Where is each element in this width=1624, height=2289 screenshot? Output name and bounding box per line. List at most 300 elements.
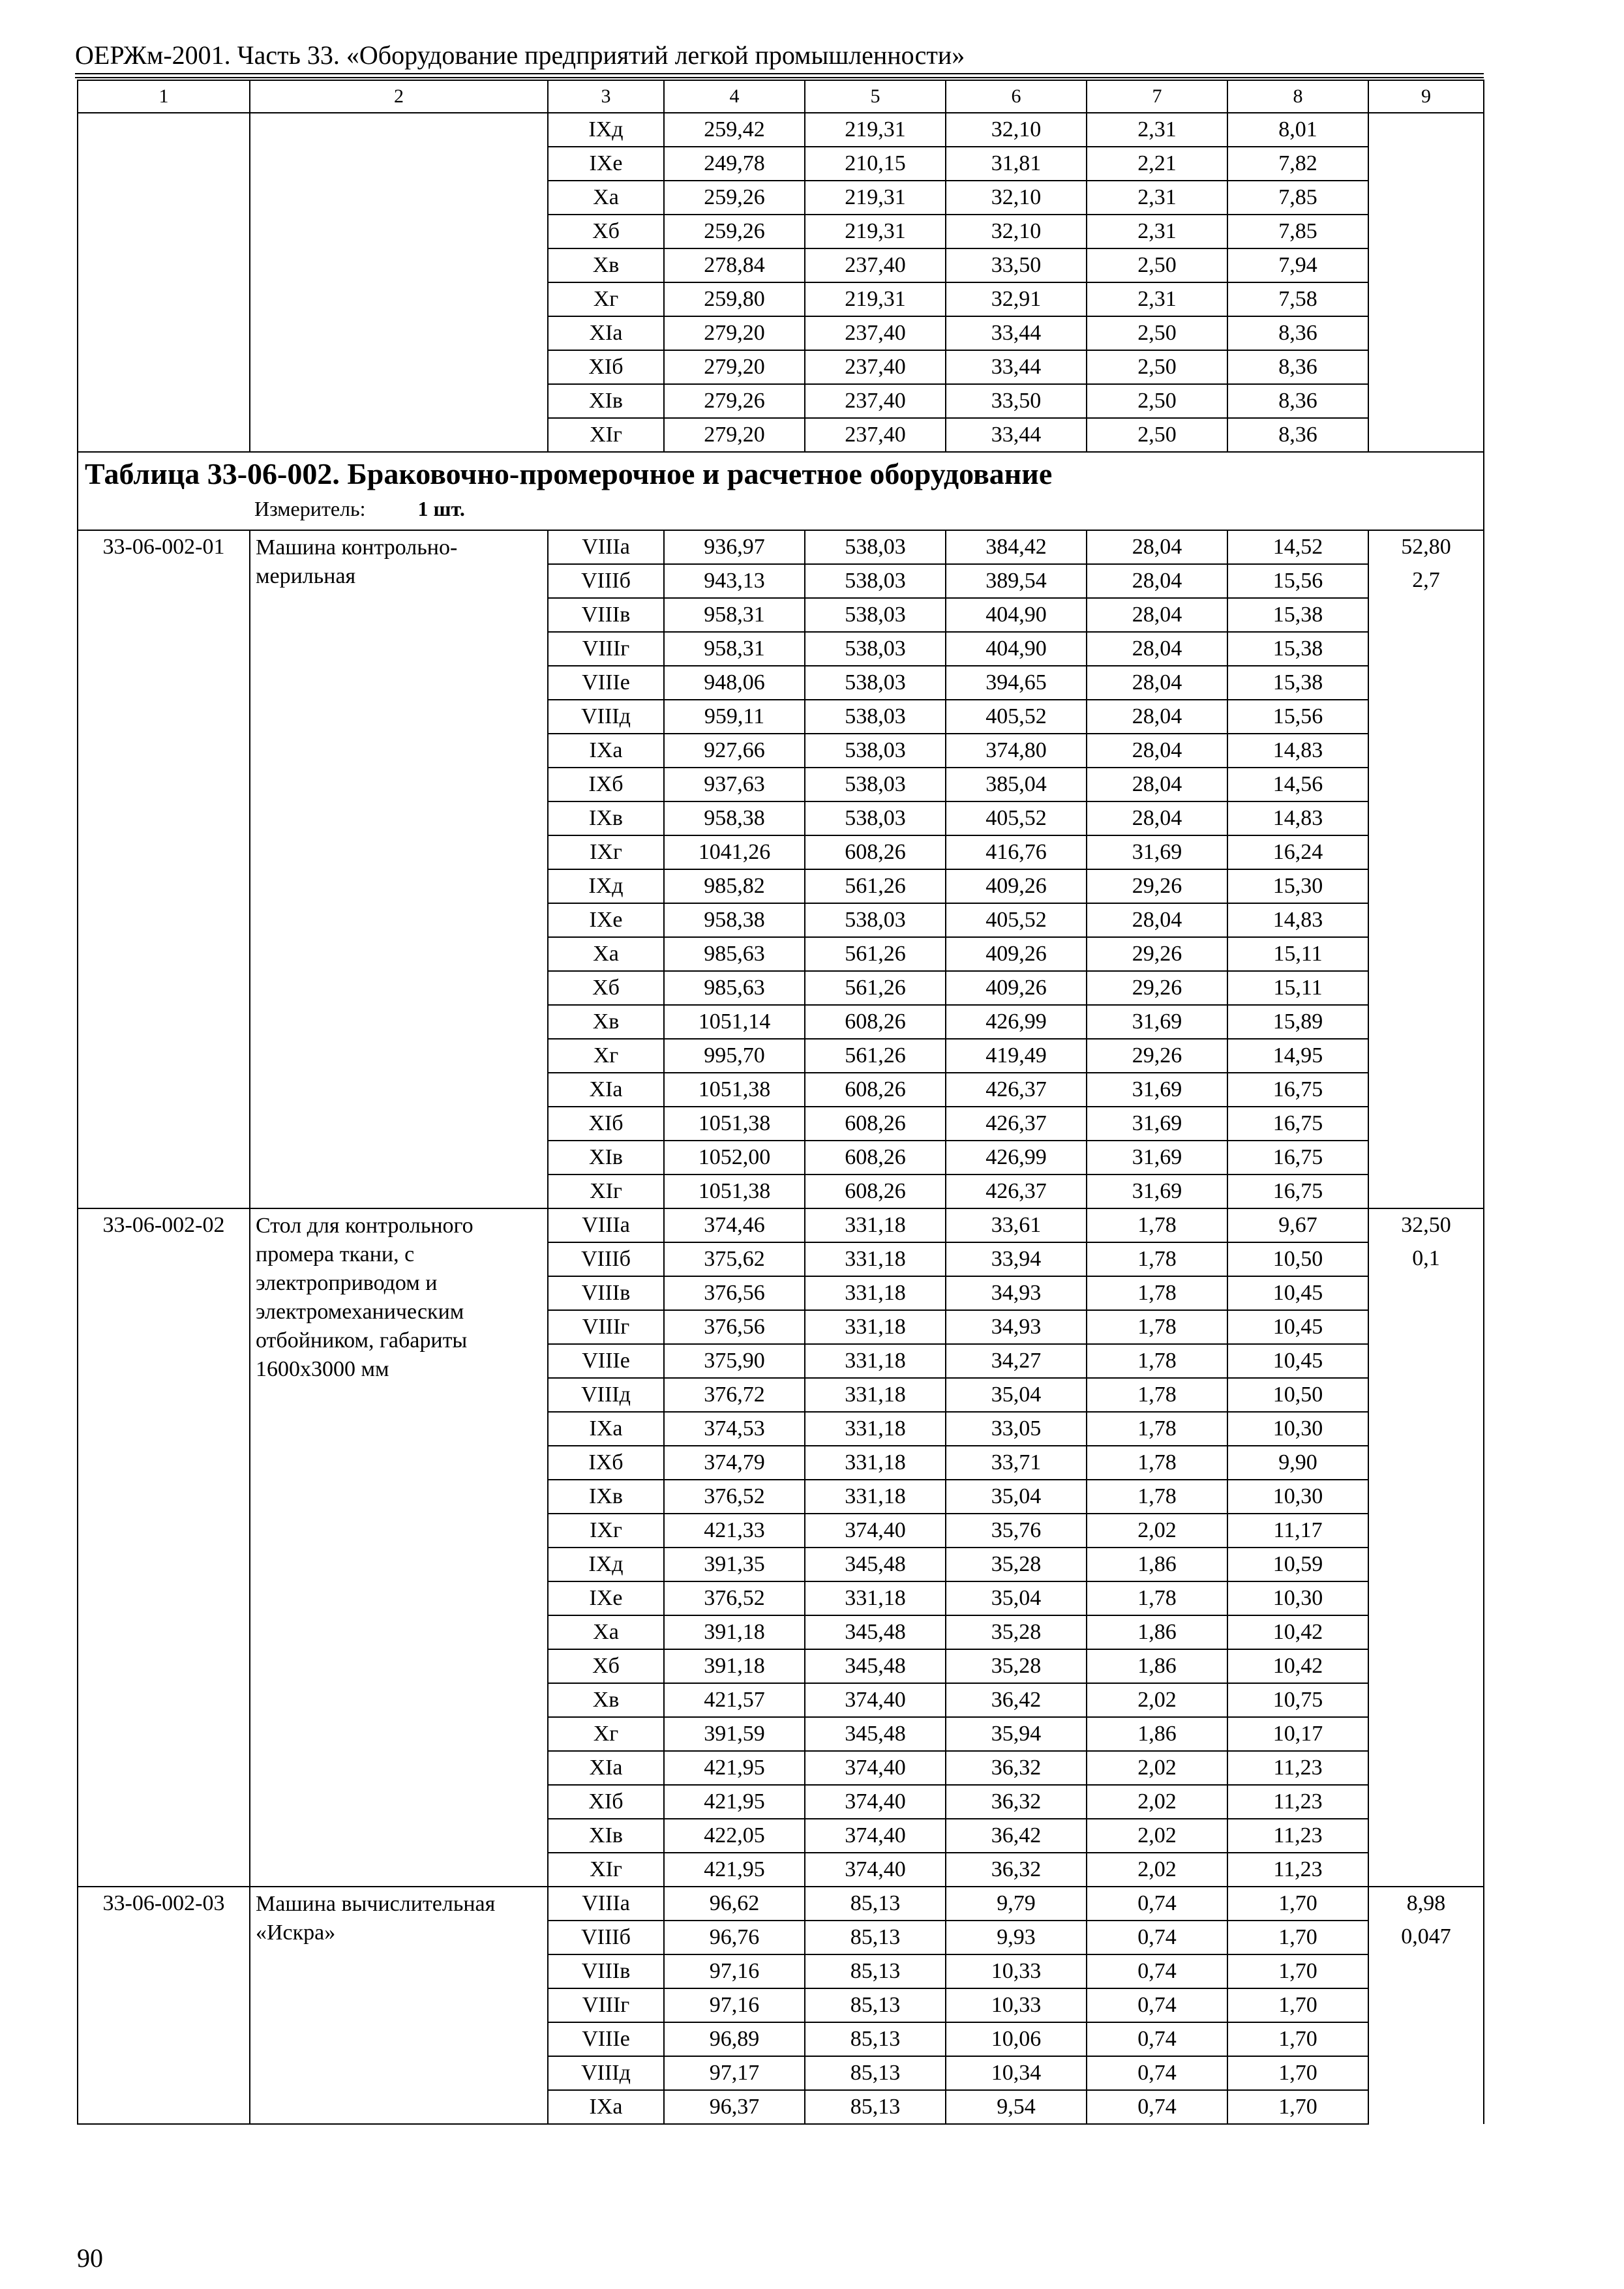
table-cell: 394,65 [946,666,1087,700]
table-cell: 405,52 [946,700,1087,734]
table-cell: 219,31 [805,282,946,316]
table-cell: 1,86 [1087,1717,1227,1751]
table-cell: 8,36 [1227,384,1368,418]
table-cell: 0,74 [1087,2090,1227,2124]
table-cell: 35,28 [946,1548,1087,1581]
column-header: 2 [250,80,548,113]
table-cell: 1,86 [1087,1615,1227,1649]
table-cell: 376,52 [664,1581,805,1615]
column-header: 1 [78,80,250,113]
resource-code: 33-06-002-02 [78,1208,250,1887]
resource-name: Машина вычислительная «Искра» [250,1887,548,2124]
table-cell: 11,17 [1227,1514,1368,1548]
table-cell: XIв [548,1141,664,1174]
table-cell: 14,52 [1227,530,1368,564]
table-cell: 9,90 [1227,1446,1368,1480]
table-cell: 10,45 [1227,1310,1368,1344]
col9-cell [1368,1853,1484,1887]
table-cell: 1,78 [1087,1412,1227,1446]
table-cell: 85,13 [805,2022,946,2056]
table-cell: 259,26 [664,181,805,215]
table-cell: 391,59 [664,1717,805,1751]
table-cell: 426,37 [946,1107,1087,1141]
table-cell: VIIIв [548,1954,664,1988]
table-cell: 9,93 [946,1921,1087,1954]
table-cell: VIIIа [548,1208,664,1242]
table-cell: 421,95 [664,1853,805,1887]
table-cell: 16,75 [1227,1107,1368,1141]
table-cell: Xа [548,1615,664,1649]
table-cell: 8,36 [1227,418,1368,452]
column-header: 6 [946,80,1087,113]
table-cell: 31,69 [1087,1174,1227,1208]
table-cell: 1,78 [1087,1480,1227,1514]
price-table [77,80,1484,2125]
col9-cell [1368,2056,1484,2090]
col9-cell [1368,1412,1484,1446]
table-cell: 15,38 [1227,598,1368,632]
table-cell: VIIIб [548,1921,664,1954]
table-cell: 10,17 [1227,1717,1368,1751]
running-header: ОЕРЖм-2001. Часть 33. «Оборудование предприятий легкой промышленности» [75,40,965,70]
table-cell: 14,56 [1227,768,1368,801]
table-cell: Xб [548,1649,664,1683]
col9-cell [1368,1581,1484,1615]
table-cell: 331,18 [805,1412,946,1446]
table-cell: IXе [548,147,664,181]
table-cell: 608,26 [805,1174,946,1208]
table-cell: 1,70 [1227,1954,1368,1988]
table-cell: 376,56 [664,1276,805,1310]
table-cell: 29,26 [1087,937,1227,971]
table-cell: 958,31 [664,632,805,666]
table-cell: 2,02 [1087,1853,1227,1887]
table-cell: 2,02 [1087,1751,1227,1785]
table-cell: IXв [548,801,664,835]
col9-cell [1368,1988,1484,2022]
table-cell: 1,78 [1087,1344,1227,1378]
table-cell: 14,83 [1227,734,1368,768]
table-cell: 2,31 [1087,113,1227,147]
table-cell: Xб [548,971,664,1005]
table-cell: 34,93 [946,1276,1087,1310]
col9-cell [1368,1954,1484,1988]
table-cell: 278,84 [664,248,805,282]
table-cell: VIIIе [548,1344,664,1378]
table-cell: 210,15 [805,147,946,181]
table-cell: 374,79 [664,1446,805,1480]
table-cell: 7,94 [1227,248,1368,282]
col9-cell [1368,1107,1484,1141]
header-rule-double [75,77,1484,78]
col9-cell [1368,835,1484,869]
col9-cell [1368,666,1484,700]
table-cell: 28,04 [1087,700,1227,734]
table-cell: 279,20 [664,316,805,350]
table-cell: 985,63 [664,971,805,1005]
table-cell: 538,03 [805,903,946,937]
table-cell: 538,03 [805,564,946,598]
table-cell: VIIIв [548,1276,664,1310]
table-cell: 15,56 [1227,564,1368,598]
table-cell: 11,23 [1227,1785,1368,1819]
table-cell: IXг [548,1514,664,1548]
table-cell: 7,82 [1227,147,1368,181]
table-cell: VIIIг [548,1310,664,1344]
table-cell: VIIIд [548,1378,664,1412]
table-row [78,1208,1484,1242]
table-cell: 28,04 [1087,801,1227,835]
col9-cell [1368,1005,1484,1039]
table-cell: 1051,38 [664,1174,805,1208]
table-cell: 385,04 [946,768,1087,801]
table-cell: 35,28 [946,1649,1087,1683]
table-row [78,1887,1484,1921]
col9-cell: 8,98 [1368,1887,1484,1921]
table-cell: 2,50 [1087,350,1227,384]
table-cell: VIIIа [548,530,664,564]
table-cell: 2,50 [1087,418,1227,452]
header-rule [75,73,1484,74]
table-cell: 426,99 [946,1141,1087,1174]
table-cell: 8,36 [1227,316,1368,350]
table-cell: IXа [548,1412,664,1446]
column-header: 7 [1087,80,1227,113]
table-cell: XIв [548,384,664,418]
table-cell: IXа [548,2090,664,2124]
table-cell: 374,40 [805,1853,946,1887]
table-cell: Xг [548,1717,664,1751]
table-cell: 33,71 [946,1446,1087,1480]
table-cell: 15,56 [1227,700,1368,734]
table-cell: 279,20 [664,418,805,452]
table-cell: 1041,26 [664,835,805,869]
table-cell: 561,26 [805,971,946,1005]
table-cell: XIа [548,1751,664,1785]
table-cell: 33,50 [946,384,1087,418]
col9-cell [1368,1785,1484,1819]
table-cell: 2,02 [1087,1514,1227,1548]
col9-cell [1368,598,1484,632]
table-cell: 97,17 [664,2056,805,2090]
table-cell: 1,78 [1087,1208,1227,1242]
table-cell: 11,23 [1227,1819,1368,1853]
table-cell: 219,31 [805,113,946,147]
table-cell: 85,13 [805,1921,946,1954]
table-cell: IXв [548,1480,664,1514]
table-cell: 96,76 [664,1921,805,1954]
column-header: 4 [664,80,805,113]
table-cell: 14,83 [1227,801,1368,835]
table-cell: 11,23 [1227,1751,1368,1785]
table-cell: 1,86 [1087,1649,1227,1683]
table-cell: IXд [548,113,664,147]
col9-cell [1368,1073,1484,1107]
measure-label: Измеритель: [254,497,366,520]
table-cell: 31,81 [946,147,1087,181]
col9-cell [1368,1514,1484,1548]
table-cell: 14,95 [1227,1039,1368,1073]
table-cell: 15,30 [1227,869,1368,903]
table-cell: 29,26 [1087,1039,1227,1073]
table-cell: 985,63 [664,937,805,971]
table-cell: 422,05 [664,1819,805,1853]
col9-cell [1368,1276,1484,1310]
table-cell: 15,11 [1227,971,1368,1005]
col9-cell [1368,632,1484,666]
table-cell: XIб [548,350,664,384]
table-cell: 0,74 [1087,1954,1227,1988]
table-cell: 426,37 [946,1073,1087,1107]
resource-code: 33-06-002-03 [78,1887,250,2124]
table-cell: XIг [548,1174,664,1208]
table-cell: 1,70 [1227,1988,1368,2022]
measure-line [85,494,1483,523]
col9-cell [1368,700,1484,734]
table-cell: IXб [548,1446,664,1480]
table-cell: Xа [548,181,664,215]
table-cell: 538,03 [805,801,946,835]
table-cell: XIг [548,1853,664,1887]
table-cell: 16,75 [1227,1174,1368,1208]
table-cell: 608,26 [805,1005,946,1039]
table-cell: 237,40 [805,350,946,384]
table-cell: 33,94 [946,1242,1087,1276]
table-cell: 96,37 [664,2090,805,2124]
table-cell: VIIIг [548,1988,664,2022]
table-cell: 10,30 [1227,1480,1368,1514]
table-cell: 279,20 [664,350,805,384]
table-cell: 331,18 [805,1242,946,1276]
table-cell: 16,24 [1227,835,1368,869]
empty-name-cell [250,113,548,452]
table-cell: 405,52 [946,903,1087,937]
table-cell: 1,86 [1087,1548,1227,1581]
resource-code: 33-06-002-01 [78,530,250,1208]
table-cell: 391,18 [664,1649,805,1683]
table-cell: 35,28 [946,1615,1087,1649]
col9-cell [1368,734,1484,768]
table-cell: 85,13 [805,1887,946,1921]
table-cell: 1,78 [1087,1581,1227,1615]
col9-cell: 0,1 [1368,1242,1484,1276]
table-cell: 32,10 [946,181,1087,215]
table-cell: 249,78 [664,147,805,181]
table-cell: 937,63 [664,768,805,801]
table-cell: 8,01 [1227,113,1368,147]
page-number: 90 [77,2243,103,2273]
resource-name: Машина контрольно-мерильная [250,530,548,1208]
table-cell: 33,44 [946,350,1087,384]
table-cell: XIб [548,1785,664,1819]
col9-cell [1368,1310,1484,1344]
col9-cell [1368,1344,1484,1378]
table-cell: 10,45 [1227,1276,1368,1310]
table-cell: 31,69 [1087,1073,1227,1107]
table-cell: IXг [548,835,664,869]
table-cell: 1,78 [1087,1310,1227,1344]
col9-cell [1368,1141,1484,1174]
table-cell: 28,04 [1087,598,1227,632]
table-cell: 33,44 [946,418,1087,452]
table-cell: 96,62 [664,1887,805,1921]
table-cell: 1051,38 [664,1107,805,1141]
table-cell: Xг [548,282,664,316]
table-cell: 85,13 [805,1954,946,1988]
table-cell: 374,80 [946,734,1087,768]
table-cell: 331,18 [805,1276,946,1310]
table-cell: 416,76 [946,835,1087,869]
table-cell: 10,45 [1227,1344,1368,1378]
table-cell: VIIIд [548,700,664,734]
table-cell: 561,26 [805,1039,946,1073]
table-cell: 374,53 [664,1412,805,1446]
table-cell: 32,91 [946,282,1087,316]
table-cell: Xв [548,1005,664,1039]
table-cell: 10,06 [946,2022,1087,2056]
table-cell: 409,26 [946,869,1087,903]
table-cell: 405,52 [946,801,1087,835]
table-cell: 9,79 [946,1887,1087,1921]
table-cell: 958,31 [664,598,805,632]
table-cell: 331,18 [805,1344,946,1378]
table-cell: 36,32 [946,1751,1087,1785]
table-cell: 259,26 [664,215,805,248]
table-cell: 16,75 [1227,1141,1368,1174]
table-cell: 0,74 [1087,2022,1227,2056]
measure-value: 1 шт. [417,497,465,520]
col9-cell [1368,937,1484,971]
table-cell: 331,18 [805,1208,946,1242]
table-cell: 10,42 [1227,1615,1368,1649]
col9-cell: 0,047 [1368,1921,1484,1954]
table-cell: 10,30 [1227,1412,1368,1446]
table-cell: 8,36 [1227,350,1368,384]
table-cell: 33,44 [946,316,1087,350]
table-cell: 374,40 [805,1785,946,1819]
table-cell: VIIIв [548,598,664,632]
column-header-row [78,80,1484,113]
table-cell: 374,40 [805,1683,946,1717]
table-cell: 36,42 [946,1683,1087,1717]
table-cell: 29,26 [1087,869,1227,903]
table-cell: 7,58 [1227,282,1368,316]
col9-cell [1368,1174,1484,1208]
table-cell: 28,04 [1087,768,1227,801]
table-cell: 404,90 [946,632,1087,666]
col9-cell [1368,1649,1484,1683]
table-cell: VIIIе [548,666,664,700]
table-cell: 419,49 [946,1039,1087,1073]
col9-cell [1368,1378,1484,1412]
col9-cell: 52,80 [1368,530,1484,564]
table-cell: 1,70 [1227,2056,1368,2090]
table-cell: 1,78 [1087,1378,1227,1412]
table-cell: 958,38 [664,903,805,937]
table-cell: 259,42 [664,113,805,147]
table-cell: IXд [548,869,664,903]
table-cell: 2,02 [1087,1819,1227,1853]
table-cell: XIа [548,1073,664,1107]
table-cell: 959,11 [664,700,805,734]
table-cell: 384,42 [946,530,1087,564]
col9-cell [1368,768,1484,801]
table-cell: 2,31 [1087,282,1227,316]
table-cell: 345,48 [805,1717,946,1751]
table-cell: 331,18 [805,1581,946,1615]
table-cell: 10,50 [1227,1378,1368,1412]
col9-cell [1368,1548,1484,1581]
table-cell: 85,13 [805,2056,946,2090]
table-cell: 33,61 [946,1208,1087,1242]
column-header: 5 [805,80,946,113]
table-cell: 2,50 [1087,248,1227,282]
table-cell: 28,04 [1087,903,1227,937]
table-cell: 1052,00 [664,1141,805,1174]
table-cell: 995,70 [664,1039,805,1073]
table-cell: 936,97 [664,530,805,564]
table-cell: 35,94 [946,1717,1087,1751]
table-cell: 376,72 [664,1378,805,1412]
table-cell: 608,26 [805,835,946,869]
table-cell: 561,26 [805,937,946,971]
table-cell: 2,50 [1087,316,1227,350]
table-cell: 10,30 [1227,1581,1368,1615]
table-cell: 538,03 [805,666,946,700]
table-cell: 985,82 [664,869,805,903]
table-cell: 331,18 [805,1480,946,1514]
table-cell: 2,50 [1087,384,1227,418]
table-cell: 948,06 [664,666,805,700]
col9-cell: 32,50 [1368,1208,1484,1242]
table-cell: 32,10 [946,215,1087,248]
table-cell: IXа [548,734,664,768]
table-cell: 421,95 [664,1751,805,1785]
table-cell: 97,16 [664,1954,805,1988]
table-cell: 608,26 [805,1073,946,1107]
table-cell: 10,50 [1227,1242,1368,1276]
table-cell: 279,26 [664,384,805,418]
table-cell: 409,26 [946,971,1087,1005]
table-cell: 7,85 [1227,181,1368,215]
table-cell: 409,26 [946,937,1087,971]
table-cell: 29,26 [1087,971,1227,1005]
table-cell: 331,18 [805,1446,946,1480]
table-cell: 1,78 [1087,1446,1227,1480]
table-cell: 28,04 [1087,564,1227,598]
table-cell: 1,78 [1087,1242,1227,1276]
table-cell: 9,54 [946,2090,1087,2124]
table-cell: 35,04 [946,1480,1087,1514]
table-cell: 10,75 [1227,1683,1368,1717]
table-cell: 608,26 [805,1107,946,1141]
table-cell: 36,32 [946,1853,1087,1887]
table-cell: 33,50 [946,248,1087,282]
table-cell: 391,35 [664,1548,805,1581]
table-cell: 32,10 [946,113,1087,147]
table-cell: 421,33 [664,1514,805,1548]
table-cell: 10,34 [946,2056,1087,2090]
table-cell: 538,03 [805,768,946,801]
table-cell: 97,16 [664,1988,805,2022]
table-cell: IXб [548,768,664,801]
table-cell: Xб [548,215,664,248]
table-cell: 374,46 [664,1208,805,1242]
col9-cell [1368,869,1484,903]
empty-col9-cell [1368,113,1484,452]
table-title: Таблица 33-06-002. Браковочно-промерочное и расчетное оборудование [85,457,1053,490]
col9-cell [1368,1751,1484,1785]
